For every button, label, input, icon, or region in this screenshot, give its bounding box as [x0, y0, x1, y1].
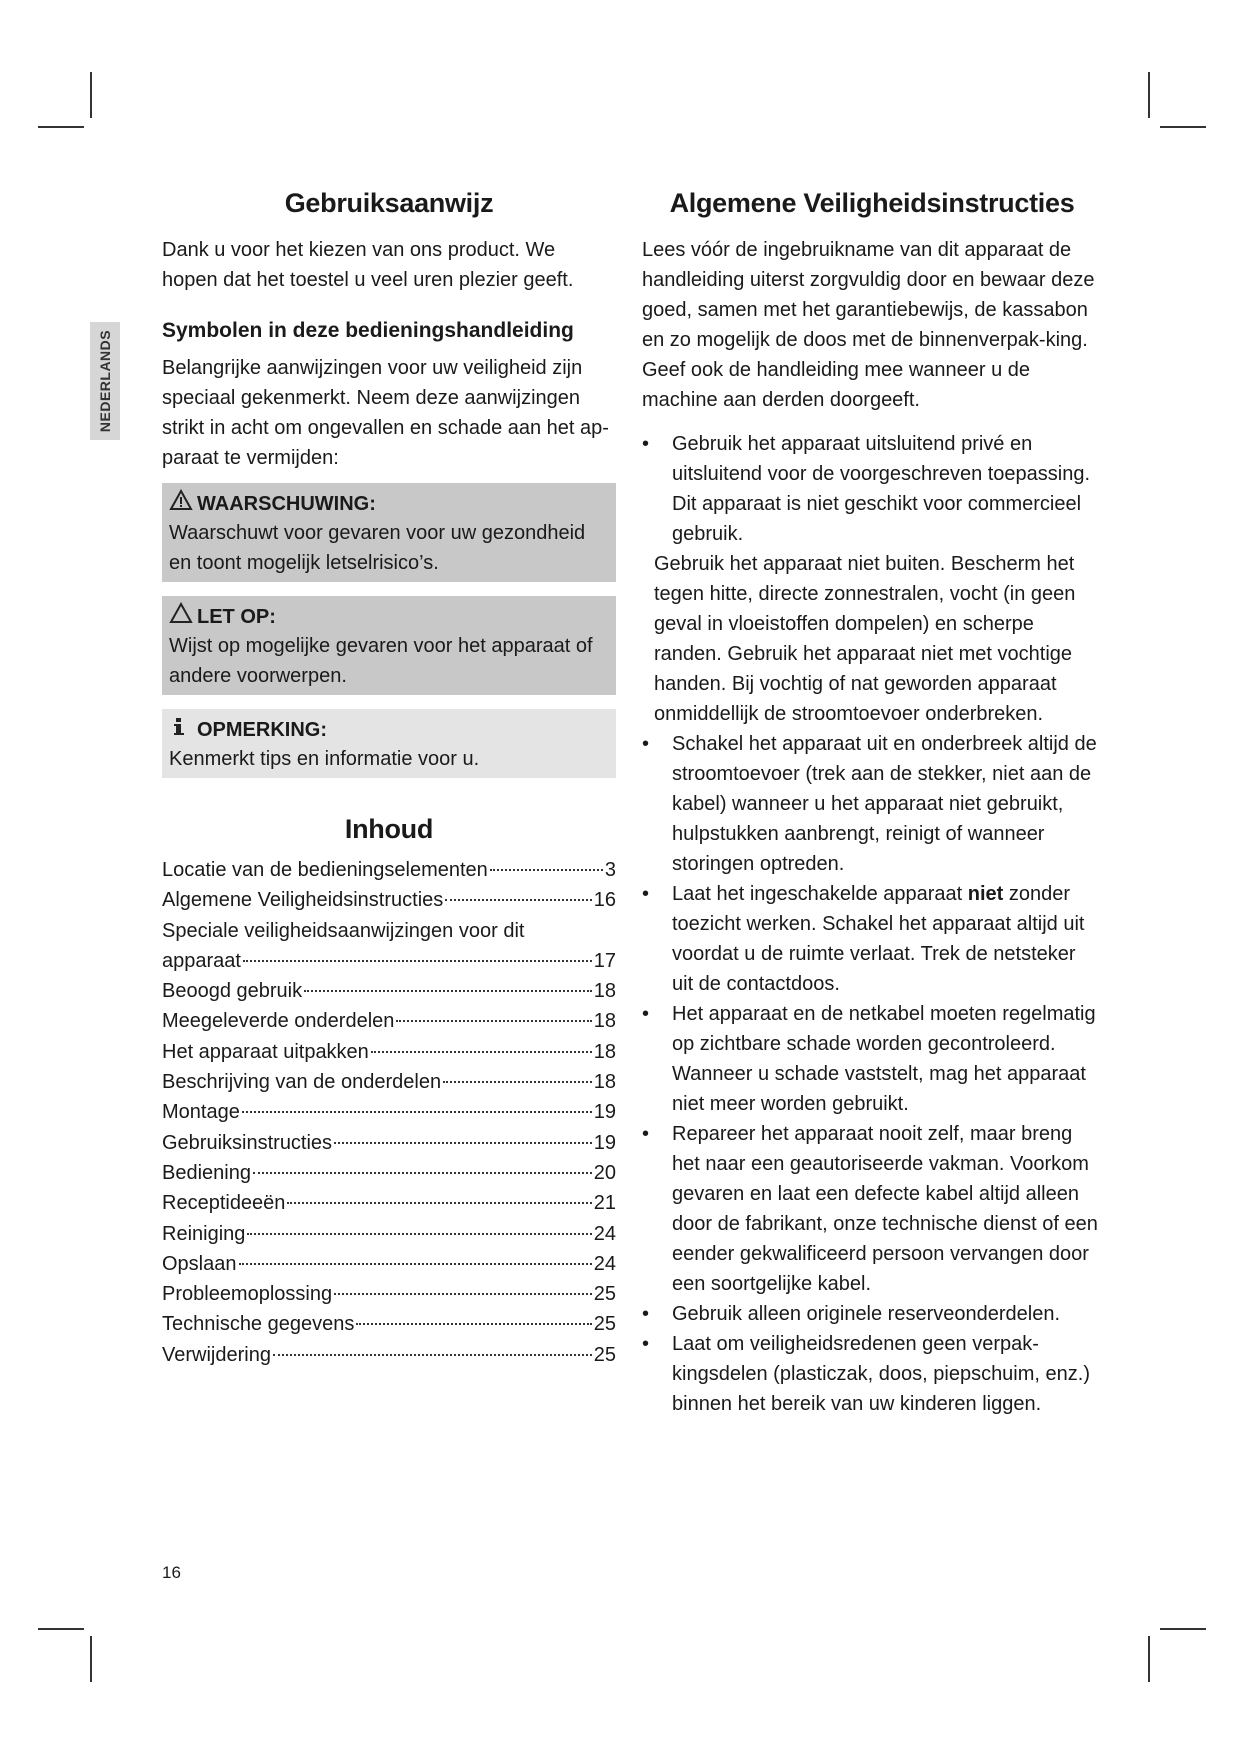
- bullet-icon: •: [642, 883, 650, 905]
- toc-entry-page: 19: [593, 1131, 616, 1154]
- safety-intro: Lees vóór de ingebruikname van dit apparaat de handleiding uiterst zorgvuldig door en bewaar deze goed, samen met het garantiebewijs, de kassabon en zo mogelijk de doos met de binnenverpak-king. Geef ook de handleiding mee wanneer u de machine aan derden doorgeeft.: [642, 239, 1095, 411]
- crop-mark: [38, 126, 84, 128]
- toc-entry-page: 16: [593, 889, 616, 912]
- safety-text-emphasis: niet: [967, 883, 1004, 905]
- toc-leader-dots: [239, 1263, 592, 1265]
- toc-entry-label: Locatie van de bedieningselementen: [162, 859, 488, 881]
- toc-leader-dots: [445, 899, 591, 901]
- toc-leader-dots: [273, 1354, 592, 1356]
- toc-entry: [162, 1249, 616, 1279]
- toc-entry: [162, 976, 616, 1006]
- warning-box: [162, 483, 616, 582]
- bullet-icon: •: [642, 1303, 650, 1325]
- toc-entry: [162, 1037, 616, 1067]
- toc-entry: [162, 1340, 616, 1370]
- bullet-icon: •: [642, 1123, 650, 1145]
- toc-leader-dots: [304, 990, 592, 992]
- toc-leader-dots: [334, 1293, 592, 1295]
- warning-text: Waarschuwt voor gevaren voor uw gezondheid en toont mogelijk letselrisico’s.: [169, 522, 586, 574]
- intro-text: Dank u voor het kiezen van ons product. We hopen dat het toestel u veel uren plezier geeft.: [162, 239, 574, 291]
- safety-list-item: [642, 999, 1102, 1119]
- bullet-icon: •: [642, 433, 650, 455]
- manual-title: Gebruiksaanwijz: [284, 188, 494, 218]
- toc-entry-label: Receptideeën: [162, 1192, 286, 1215]
- safety-list: [642, 429, 1102, 1419]
- toc-leader-dots: [287, 1202, 591, 1204]
- warning-label: WAARSCHUWING:: [197, 492, 376, 515]
- toc-entry: [162, 1188, 616, 1218]
- toc-entry-page: 19: [593, 1101, 616, 1124]
- safety-text: Gebruik alleen originele reserveonderdelen.: [672, 1303, 1061, 1325]
- safety-title: Algemene Veiligheidsinstructies: [669, 188, 1075, 218]
- toc-entry-label: Probleemoplossing: [162, 1283, 333, 1306]
- toc-entry: [162, 1097, 616, 1127]
- language-side-tab: [90, 322, 120, 440]
- toc-entry-label: Reiniging: [162, 1222, 246, 1245]
- safety-list-item: [642, 549, 1102, 729]
- toc-entry: [162, 1309, 616, 1339]
- safety-list-item: [642, 729, 1102, 879]
- crop-mark: [1160, 126, 1206, 128]
- toc-entry: [162, 1006, 616, 1036]
- symbols-heading: Symbolen in deze bedieningshandleiding: [162, 319, 574, 342]
- bullet-icon: •: [642, 1003, 650, 1025]
- toc-entry: [162, 1219, 616, 1249]
- caution-label: LET OP:: [197, 605, 276, 628]
- toc-entry-label: Verwijdering: [162, 1343, 271, 1366]
- toc-title: Inhoud: [344, 814, 434, 844]
- table-of-contents: [162, 855, 616, 1370]
- toc-entry-page: 21: [593, 1192, 616, 1215]
- toc-entry-label: Meegeleverde onderdelen: [162, 1010, 395, 1033]
- toc-entry-label: apparaat: [162, 949, 241, 972]
- safety-text: zonder toezicht werken. Schakel het apparaat altijd uit voordat u de ruimte verlaat. Trek de netsteker uit de contactdoos.: [672, 883, 1085, 995]
- left-column: [162, 188, 616, 1370]
- toc-entry: [162, 885, 616, 915]
- warning-triangle-icon: [169, 489, 197, 518]
- toc-entry-page: 18: [593, 1071, 616, 1094]
- toc-entry: [162, 855, 616, 885]
- toc-leader-dots: [356, 1323, 591, 1325]
- caution-triangle-icon: [169, 602, 197, 631]
- toc-entry: [162, 1067, 616, 1097]
- safety-list-item: [642, 1329, 1102, 1419]
- toc-leader-dots: [242, 1111, 592, 1113]
- toc-entry-page: 18: [593, 1010, 616, 1033]
- toc-leader-dots: [396, 1020, 591, 1022]
- toc-entry-label: Technische gegevens: [162, 1313, 355, 1336]
- safety-text: Het apparaat en de netkabel moeten regelmatig op zichtbare schade worden gecontroleerd. Wanneer u schade vaststelt, mag het apparaat niet meer worden gebruikt.: [672, 1003, 1096, 1115]
- toc-entry-label: Het apparaat uitpakken: [162, 1040, 369, 1063]
- toc-entry-label: Montage: [162, 1101, 240, 1124]
- toc-entry-page: 25: [593, 1283, 616, 1306]
- toc-entry-page: 25: [593, 1313, 616, 1336]
- note-text: Kenmerkt tips en informatie voor u.: [169, 748, 480, 770]
- toc-entry: [162, 1158, 616, 1188]
- toc-entry-page: 24: [593, 1252, 616, 1275]
- crop-mark: [1148, 72, 1150, 118]
- toc-entry-label: Opslaan: [162, 1252, 237, 1275]
- toc-entry-label: Algemene Veiligheidsinstructies: [162, 889, 444, 912]
- safety-list-item: [642, 1119, 1102, 1299]
- crop-mark: [1160, 1628, 1206, 1630]
- toc-entry-label: Bediening: [162, 1161, 251, 1184]
- safety-text: Schakel het apparaat uit en onderbreek altijd de stroomtoevoer (trek aan de stekker, niet aan de kabel) wanneer u het apparaat niet gebruikt, hulpstukken aanbrengt, reinigt of wanneer storingen optreden.: [672, 733, 1097, 875]
- crop-mark: [38, 1628, 84, 1630]
- crop-mark: [90, 72, 92, 118]
- toc-entry-page: 25: [593, 1343, 616, 1366]
- toc-entry-page: 18: [593, 1040, 616, 1063]
- note-box: [162, 709, 616, 778]
- toc-leader-dots: [490, 869, 603, 871]
- caution-text: Wijst op mogelijke gevaren voor het apparaat of andere voorwerpen.: [169, 635, 593, 687]
- toc-entry: [162, 1279, 616, 1309]
- safety-text: Gebruik het apparaat uitsluitend privé en uitsluitend voor de voorgeschreven toepassing. Dit apparaat is niet geschikt voor commercieel gebruik.: [672, 433, 1091, 545]
- toc-leader-dots: [334, 1142, 592, 1144]
- safety-list-item: [642, 429, 1102, 549]
- toc-entry-label: Speciale veiligheidsaanwijzingen voor dit: [162, 919, 525, 942]
- crop-mark: [90, 1636, 92, 1682]
- symbols-text: Belangrijke aanwijzingen voor uw veiligheid zijn speciaal gekenmerkt. Neem deze aanwijzingen strikt in acht om ongevallen en schade aan het ap-paraat te vermijden:: [162, 357, 609, 469]
- toc-entry-page: 3: [604, 859, 616, 881]
- bullet-icon: •: [642, 733, 650, 755]
- note-label: OPMERKING:: [197, 718, 327, 741]
- toc-entry-label: Beschrijving van de onderdelen: [162, 1071, 442, 1094]
- toc-entry: [162, 916, 616, 946]
- caution-box: [162, 596, 616, 695]
- toc-leader-dots: [443, 1081, 592, 1083]
- toc-entry-label: Gebruiksinstructies: [162, 1131, 333, 1154]
- toc-entry-page: 20: [593, 1161, 616, 1184]
- info-icon: [169, 715, 197, 744]
- toc-entry: [162, 946, 616, 976]
- language-label: NEDERLANDS: [97, 329, 114, 433]
- safety-list-item: [642, 879, 1102, 999]
- crop-mark: [1148, 1636, 1150, 1682]
- toc-entry-page: 17: [593, 949, 616, 972]
- toc-leader-dots: [243, 960, 592, 962]
- toc-entry-page: 24: [593, 1222, 616, 1245]
- toc-leader-dots: [253, 1172, 592, 1174]
- safety-text: Laat om veiligheidsredenen geen verpak-kingsdelen (plasticzak, doos, piepschuim, enz.) binnen het bereik van uw kinderen liggen.: [672, 1333, 1090, 1415]
- safety-text: Repareer het apparaat nooit zelf, maar breng het naar een geautoriseerde vakman. Voorkom gevaren en laat een defecte kabel altijd alleen door de fabrikant, onze technische dienst of een eender gekwalificeerd persoon vervangen door een soortgelijke kabel.: [672, 1123, 1098, 1295]
- right-column: [642, 188, 1102, 1419]
- toc-leader-dots: [371, 1051, 592, 1053]
- page-number: 16: [162, 1563, 181, 1582]
- safety-text: Laat het ingeschakelde apparaat: [672, 883, 968, 905]
- bullet-icon: •: [642, 1333, 650, 1355]
- safety-text: Gebruik het apparaat niet buiten. Bescherm het tegen hitte, directe zonnestralen, vocht (in geen geval in vloeistoffen dompelen) en scherpe randen. Gebruik het apparaat niet met vochtige handen. Bij vochtig of nat geworden apparaat onmiddellijk de stroomtoevoer onderbreken.: [654, 553, 1076, 725]
- toc-leader-dots: [247, 1233, 591, 1235]
- toc-entry-page: 18: [593, 980, 616, 1003]
- safety-list-item: [642, 1299, 1102, 1329]
- toc-entry-label: Beoogd gebruik: [162, 980, 303, 1003]
- toc-entry: [162, 1128, 616, 1158]
